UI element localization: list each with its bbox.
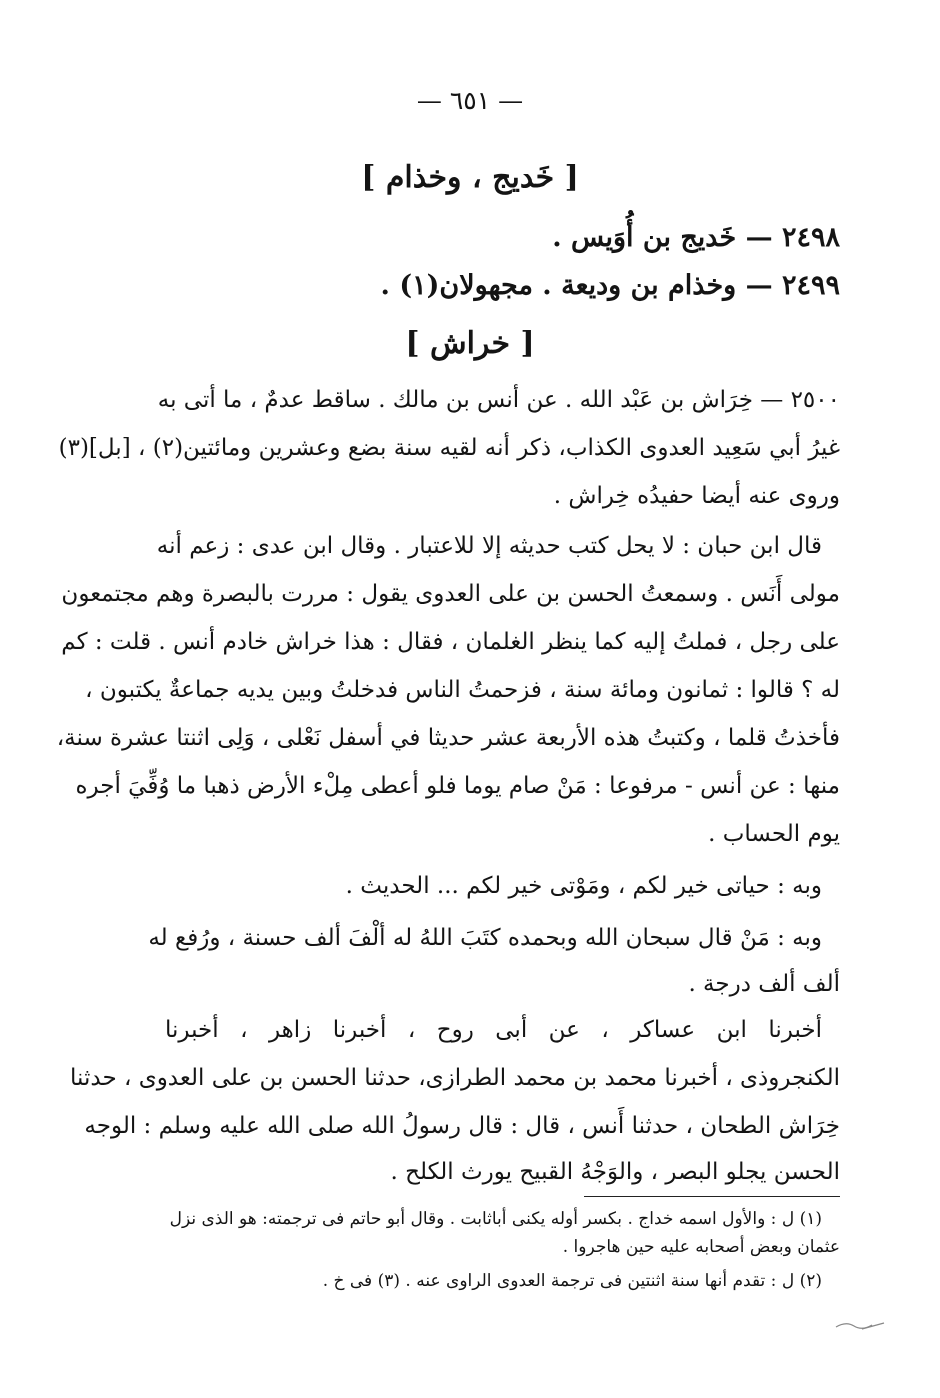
paragraph-line: الكنجروذى ، أخبرنا محمد بن محمد الطرازى، حدثنا الحسن بن على العدوى ، حدثنا <box>70 1065 840 1091</box>
entry-2499: ٢٤٩٩ — وخذام بن وديعة . مجهولان(١) . <box>380 270 840 301</box>
section-heading-khadij: [ خَديج ، وخذام ] <box>361 160 579 195</box>
paragraph-line: يوم الحساب . <box>708 821 840 847</box>
entry-2500-line: ٢٥٠٠ — خِرَاش بن عَبْد الله . عن أنس بن مالك . ساقط عدمٌ ، ما أتى به <box>157 387 840 413</box>
footnote-line: (٢) ل : تقدم أنها سنة اثنتين فى ترجمة العدوى الراوى عنه . (٣) فى خ . <box>322 1271 822 1291</box>
footnote-line: عثمان وبعض أصحابه عليه حين هاجروا . <box>562 1237 840 1257</box>
section-heading-khirash: [ خراش ] <box>405 326 535 361</box>
paragraph-line: ألف ألف درجة . <box>688 971 840 997</box>
paragraph-line: له ؟ قالوا : ثمانون ومائة سنة ، فزحمتُ الناس فدخلتُ وبين يديه جماعةٌ يكتبون ، <box>85 677 840 703</box>
paragraph-line: قال ابن حبان : لا يحل كتب حديثه إلا للاعتبار . وقال ابن عدى : زعم أنه <box>156 533 822 559</box>
footnote-divider <box>584 1196 840 1197</box>
paragraph-line: الحسن يجلو البصر ، والوَجْهُ القبيح يورث الكلح . <box>390 1159 840 1185</box>
footnote-line: (١) ل : والأول اسمه خداج . بكسر أوله يكنى أباثابت . وقال أبو حاتم فى ترجمته: هو الذى نزل <box>169 1209 822 1229</box>
scan-mark-icon <box>832 1315 892 1335</box>
paragraph-line: منها : عن أنس - مرفوعا : مَنْ صام يوما فلو أعطى مِلْء الأرض ذهبا ما وُفِّيَ أجره <box>75 773 840 799</box>
entry-2500-line: غيرُ أبي سَعِيد العدوى الكذاب، ذكر أنه لقيه سنة بضع وعشرين ومائتين(٢) ، [بل](٣) <box>58 435 840 461</box>
paragraph-line: مولى أَنَس . وسمعتُ الحسن بن على العدوى يقول : مررت بالبصرة وهم مجتمعون <box>61 581 840 607</box>
paragraph-line: وبه : مَنْ قال سبحان الله وبحمده كتَبَ اللهُ له ألْفَ ألف حسنة ، ورُفع له <box>148 925 822 951</box>
entry-2500-line: وروى عنه أيضا حفيدُه خِراش . <box>553 483 840 509</box>
paragraph-line: وبه : حياتى خير لكم ، ومَوْتى خير لكم ... الحديث . <box>345 873 822 899</box>
paragraph-line: أخبرنا ابن عساكر ، عن أبى روح ، أخبرنا زاهر ، أخبرنا <box>165 1017 822 1043</box>
entry-2498: ٢٤٩٨ — خَديج بن أُوَيس . <box>552 222 840 253</box>
paragraph-line: على رجل ، فملتُ إليه كما ينظر الغلمان ، فقال : هذا خراش خادم أنس . قلت : كم <box>61 629 840 655</box>
page-number: — ٦٥١ — <box>416 86 524 115</box>
paragraph-line: فأخذتُ قلما ، وكتبتُ هذه الأربعة عشر حديثا في أسفل نَعْلى ، وَلِى اثنتا عشرة سنة، <box>56 725 840 751</box>
paragraph-line: خِرَاش الطحان ، حدثنا أَنس ، قال : قال رسولُ الله صلى الله عليه وسلم : الوجه <box>84 1113 840 1139</box>
